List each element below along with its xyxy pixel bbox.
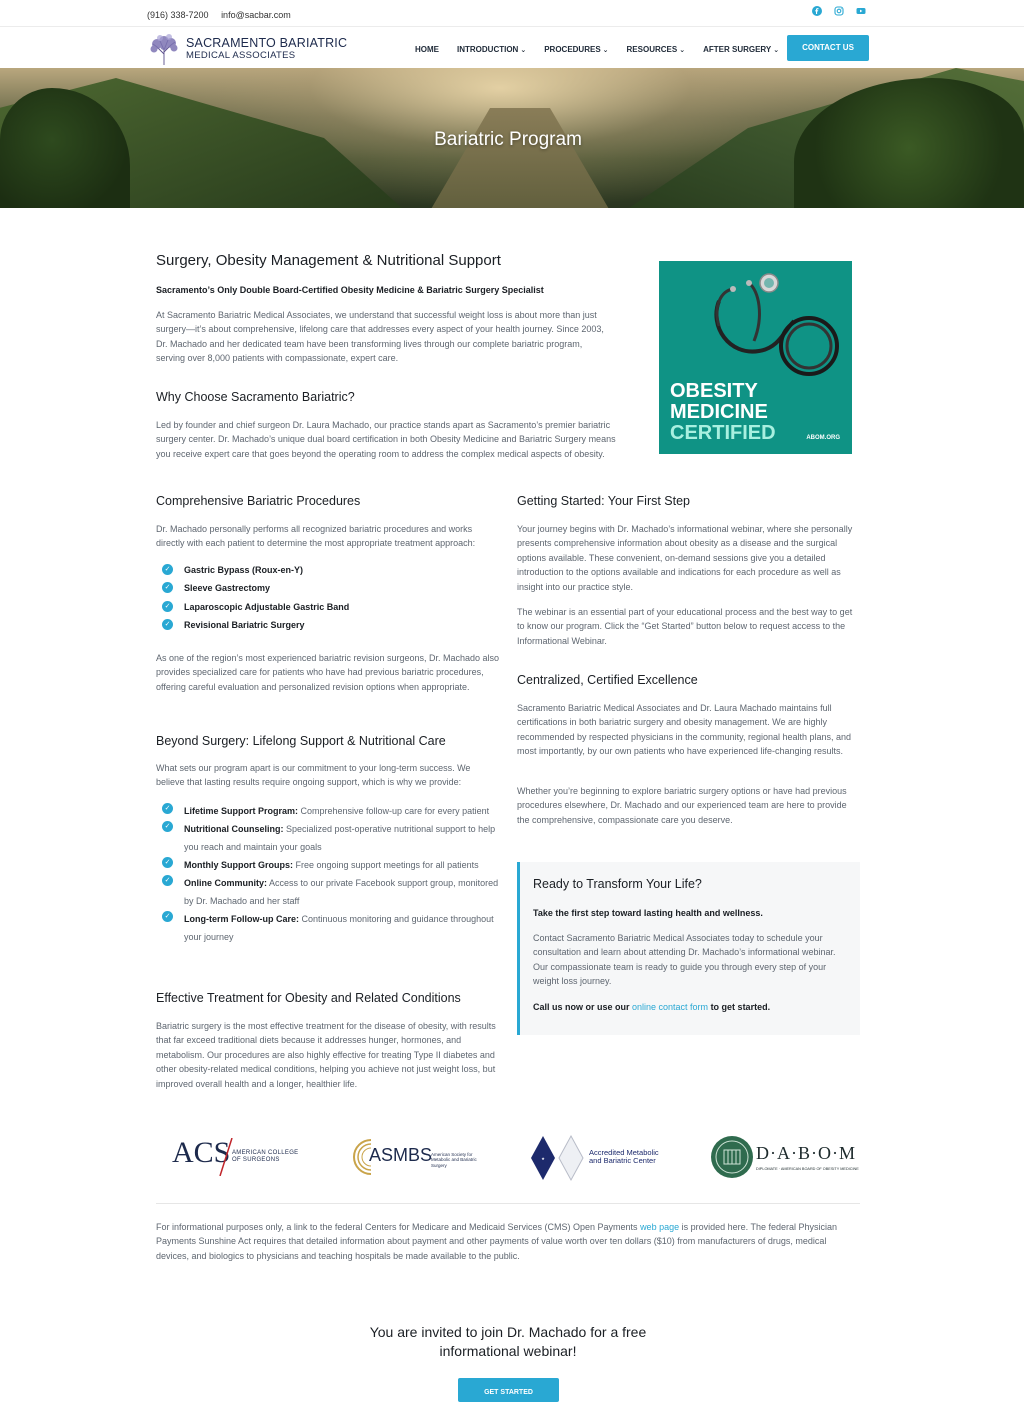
intro-paragraph: At Sacramento Bariatric Medical Associates, we understand that successful weight loss is about more than just surgery—it’s about comprehensive, lifelong care that addresses every aspect of your health journey. Since 2003, Dr. Machado and her dedicated team have been transforming lives through our complete bariatric program, serving over 8,000 patients with compassionate, expert care.	[156, 310, 604, 364]
cms-web-page-link[interactable]: web page	[640, 1222, 680, 1232]
invite-line1: You are invited to join Dr. Machado for a free	[369, 1324, 647, 1340]
procedures-paragraph: Dr. Machado personally performs all recognized bariatric procedures and works directly with each patient to determine the most appropriate treatment approach:	[156, 524, 476, 549]
obesity-medicine-badge	[659, 261, 852, 454]
site-logo[interactable]	[148, 32, 347, 66]
check-icon: ✓	[162, 857, 173, 868]
stethoscope-icon	[699, 271, 849, 391]
phone-link[interactable]: (916) 338-7200	[147, 10, 209, 20]
centralized-paragraph2: Whether you’re beginning to explore bariatric surgery options or have had previous procedures elsewhere, Dr. Machado and our experienced team are here to provide the comprehensive, compassionate care you deserve.	[517, 786, 847, 825]
beyond-heading: Beyond Surgery: Lifelong Support & Nutritional Care	[156, 734, 446, 748]
why-paragraph: Led by founder and chief surgeon Dr. Laura Machado, our practice stands apart as Sacramento’s premier bariatric surgery center. Dr. Machado’s unique dual board certification in both Obesity Medicine and Bariatric Surgery means you receive expert care that goes beyond the operating room to address the complex medical aspects of obesity.	[156, 420, 616, 459]
accreditation-logos	[156, 1130, 860, 1185]
badge-line3: CERTIFIED	[670, 422, 776, 444]
logo-text	[186, 37, 347, 60]
check-icon: ✓	[162, 821, 173, 832]
dabom-logo	[710, 1134, 860, 1182]
effective-heading: Effective Treatment for Obesity and Related Conditions	[156, 991, 461, 1005]
nav-home[interactable]: HOME	[415, 45, 439, 54]
asmbs-logo-sub: American Society for Metabolic and Bariatric Surgery	[431, 1152, 477, 1168]
mbsaqip-logo-text: Accredited Metabolic and Bariatric Center	[589, 1148, 659, 1166]
chevron-down-icon: ⌄	[773, 47, 780, 54]
chevron-down-icon: ⌄	[602, 47, 609, 54]
check-icon: ✓	[162, 875, 173, 886]
youtube-icon[interactable]	[856, 6, 866, 16]
chevron-down-icon: ⌄	[679, 47, 686, 54]
top-bar	[0, 0, 1024, 27]
beyond-paragraph: What sets our program apart is our commitment to your long-term success. We believe that lasting results require ongoing support, which is why we provide:	[156, 763, 471, 788]
intro-heading: Surgery, Obesity Management & Nutritional Support	[156, 252, 501, 269]
list-item: ✓ Gastric Bypass (Roux-en-Y)	[156, 563, 501, 577]
callout-paragraph: Contact Sacramento Bariatric Medical Associates today to schedule your consultation and learn about attending Dr. Machado’s informational webinar. Our compassionate team is ready to guide you through every step of your weight loss journey.	[533, 933, 836, 987]
instagram-icon[interactable]	[834, 6, 844, 16]
get-started-button[interactable]: GET STARTED	[458, 1378, 559, 1402]
list-item: ✓ Online Community: Access to our private Facebook support group, monitored by Dr. Machado and her staff	[156, 874, 501, 910]
badge-line1: OBESITY	[670, 380, 758, 402]
check-icon: ✓	[162, 911, 173, 922]
asmbs-logo-text: ASMBS	[369, 1145, 433, 1165]
mbsaqip-diamond-icon	[529, 1134, 589, 1182]
asmbs-logo	[351, 1138, 491, 1178]
procedures-paragraph2: As one of the region’s most experienced bariatric revision surgeons, Dr. Machado also provides specialized care for patients who have had previous bariatric procedures, offering careful evaluation and personalized revision options when appropriate.	[156, 653, 500, 692]
acs-logo-text: ACS	[172, 1136, 231, 1169]
chevron-down-icon: ⌄	[520, 47, 527, 54]
getting-started-heading: Getting Started: Your First Step	[517, 494, 691, 508]
webinar-invite-heading	[0, 1323, 1016, 1361]
main-nav	[415, 44, 797, 57]
list-item: ✓ Nutritional Counseling: Specialized post-operative nutritional support to help you reach and maintain your goals	[156, 820, 501, 856]
why-heading: Why Choose Sacramento Bariatric?	[156, 390, 355, 404]
badge-site: ABOM.ORG	[806, 435, 840, 442]
main-header	[0, 28, 1024, 68]
email-link[interactable]: info@sacbar.com	[221, 10, 291, 20]
effective-paragraph: Bariatric surgery is the most effective treatment for the disease of obesity, with results that far exceed traditional diets because it addresses hunger, hormones, and metabolism. Our procedures are also highly effective for treating Type II diabetes and other obesity-related medical conditions, helping you achieve not just weight loss, but improved overall health and a longer, healthier life.	[156, 1021, 496, 1089]
mbsaqip-logo	[529, 1134, 679, 1182]
hero-banner	[0, 68, 1024, 208]
acs-logo-sub: AMERICAN COLLEGE OF SURGEONS	[232, 1150, 299, 1164]
cta-callout-box	[517, 862, 860, 1035]
page-title: Bariatric Program	[434, 129, 582, 150]
callout-cta-line: Call us now or use our online contact form to get started.	[533, 1002, 771, 1012]
acs-logo	[172, 1138, 312, 1178]
nav-resources[interactable]: RESOURCES ⌄	[626, 45, 686, 54]
contact-us-button[interactable]: CONTACT US	[787, 35, 869, 61]
list-item: ✓ Lifetime Support Program: Comprehensive follow-up care for every patient	[156, 802, 501, 820]
badge-line2: MEDICINE	[670, 401, 768, 423]
online-contact-form-link[interactable]: online contact form	[632, 1002, 709, 1012]
check-icon: ✓	[162, 803, 173, 814]
nav-introduction[interactable]: INTRODUCTION ⌄	[457, 45, 527, 54]
check-icon: ✓	[162, 564, 173, 575]
procedures-list	[156, 563, 501, 633]
list-item: ✓ Monthly Support Groups: Free ongoing support meetings for all patients	[156, 856, 501, 874]
invite-line2: informational webinar!	[439, 1342, 577, 1359]
social-links	[812, 6, 866, 16]
check-icon: ✓	[162, 601, 173, 612]
nav-after-surgery[interactable]: AFTER SURGERY ⌄	[703, 45, 780, 54]
logo-line1: SACRAMENTO BARIATRIC	[186, 36, 348, 51]
logo-line2: MEDICAL ASSOCIATES	[186, 49, 296, 61]
intro-subheading: Sacramento’s Only Double Board-Certified Obesity Medicine & Bariatric Surgery Specialist	[156, 285, 544, 295]
centralized-paragraph1: Sacramento Bariatric Medical Associates and Dr. Laura Machado maintains full certifications in both bariatric surgery and obesity management. We are highly recommended by respected physicians in the community, regional health plans, and most importantly, by our own patients who have experienced life-changing results.	[517, 703, 852, 757]
list-item: ✓ Long-term Follow-up Care: Continuous monitoring and guidance throughout your journey	[156, 910, 501, 946]
check-icon: ✓	[162, 619, 173, 630]
dabom-logo-sub: DIPLOMATE · AMERICAN BOARD OF OBESITY MEDICINE	[756, 1167, 859, 1171]
badge-text	[670, 381, 776, 444]
facebook-icon[interactable]	[812, 6, 822, 16]
beyond-list	[156, 802, 501, 946]
top-contact	[147, 8, 301, 22]
callout-heading: Ready to Transform Your Life?	[533, 877, 702, 891]
centralized-heading: Centralized, Certified Excellence	[517, 673, 698, 687]
hero-valley	[420, 108, 620, 208]
getting-started-paragraph1: Your journey begins with Dr. Machado’s informational webinar, where she personally presents comprehensive information about obesity as a disease and the surgical options available. These convenient, on-demand sessions give you a detailed introduction to the options available and indications for each procedure as well as insight into our practice style.	[517, 524, 853, 592]
dabom-seal-icon	[710, 1134, 754, 1180]
getting-started-paragraph2: The webinar is an essential part of your educational process and the best way to get to know our program. Click the “Get Started” button below to request access to the Informational Webinar.	[517, 607, 853, 646]
list-item: ✓ Sleeve Gastrectomy	[156, 581, 501, 595]
svg-text:★: ★	[541, 1156, 545, 1161]
procedures-heading: Comprehensive Bariatric Procedures	[156, 494, 361, 508]
nav-procedures[interactable]: PROCEDURES ⌄	[544, 45, 609, 54]
list-item: ✓ Laparoscopic Adjustable Gastric Band	[156, 600, 501, 614]
list-item: ✓ Revisional Bariatric Surgery	[156, 618, 501, 632]
tree-logo-icon	[148, 32, 180, 66]
check-icon: ✓	[162, 582, 173, 593]
dabom-logo-text: D·A·B·O·M	[756, 1143, 856, 1163]
divider	[156, 1203, 860, 1204]
callout-subheading: Take the first step toward lasting health and wellness.	[533, 908, 763, 918]
cms-disclaimer: For informational purposes only, a link to the federal Centers for Medicare and Medicaid Services (CMS) Open Payments web page is provided here. The federal Physician Payments Sunshine Act requires that detailed information about payment and other payments of value worth over ten dollars ($10) from manufacturers of drugs, medical devices, and biologics to physicians and teaching hospitals be made available to the public.	[156, 1222, 838, 1261]
